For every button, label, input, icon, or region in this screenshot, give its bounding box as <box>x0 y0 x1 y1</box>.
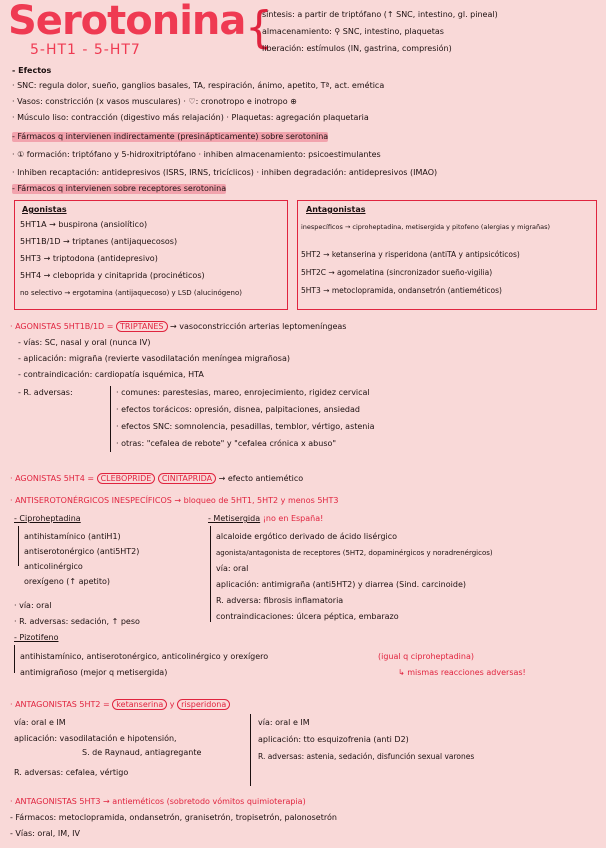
list-item: R. adversas: cefalea, vértigo <box>14 768 129 777</box>
agonistas-title: Agonistas <box>22 205 67 214</box>
list-item: antimigrañoso (mejor q metisergida) <box>20 668 168 677</box>
effect-text: → vasoconstricción arterias leptomeníngeas <box>170 322 347 331</box>
section-heading: · AGONISTAS 5HT4 = <box>10 474 95 483</box>
divider <box>18 526 19 566</box>
section-heading: · ANTAGONISTAS 5HT3 → antieméticos (sobretodo vómitos quimioterapia) <box>10 797 306 806</box>
list-item: · comunes: parestesias, mareo, enrojecimiento, rigidez cervical <box>116 388 370 397</box>
list-item-text: inespecíficos → ciproheptadina, metisergida y pitofeno (alergias y migrañas) <box>301 223 551 231</box>
list-item: - vías: SC, nasal y oral (nunca IV) <box>18 338 151 347</box>
divider <box>210 526 211 622</box>
conjunction: y <box>169 700 175 709</box>
list-item: contraindicaciones: úlcera péptica, embarazo <box>216 612 399 621</box>
list-item-text: 5HT2 → ketanserina y risperidona (antiTA y antipsicóticos) <box>301 250 520 259</box>
list-item: · efectos SNC: somnolencia, pesadillas, temblor, vértigo, astenia <box>116 422 375 431</box>
list-item: · Inhiben recaptación: antidepresivos (ISRS, IRNS, tricíclicos) · inhiben degradación: antidepresivos (IMAO) <box>12 168 438 177</box>
list-item: aplicación: antimigraña (anti5HT2) y diarrea (Sind. carcinoide) <box>216 580 466 589</box>
section-heading: · ANTISEROTONÉRGICOS INESPECÍFICOS → bloqueo de 5HT1, 5HT2 y menos 5HT3 <box>10 496 339 505</box>
ketanserina-badge: ketanserina <box>112 699 167 710</box>
header-line: liberación: estímulos (IN, gastrina, compresión) <box>262 44 452 53</box>
list-item: - Vías: oral, IM, IV <box>10 829 81 838</box>
warning-note: ¡no en España! <box>262 514 324 523</box>
list-item-text: 5HT3 → triptodona (antidepresivo) <box>20 254 158 263</box>
section-heading: · ANTAGONISTAS 5HT2 = <box>10 700 110 709</box>
list-item-text: no selectivo → ergotamina (antijaquecoso) y LSD (alucinógeno) <box>20 289 242 297</box>
subsection-heading: - Pizotifeno <box>14 633 59 642</box>
list-item: vía: oral <box>216 564 249 573</box>
section-heading: · AGONISTAS 5HT1B/1D = <box>10 322 114 331</box>
divider <box>250 714 251 786</box>
subsection-heading: - Metisergida <box>208 514 261 523</box>
list-item <box>301 286 502 296</box>
divider <box>110 386 111 452</box>
list-item: - R. adversas: <box>18 388 73 397</box>
page-subtitle: 5-HT1 - 5-HT7 <box>30 42 141 58</box>
list-item: vía: oral e IM <box>258 718 310 727</box>
ht2-heading <box>10 700 230 710</box>
section-heading: - Efectos <box>12 66 52 75</box>
list-item: antihistamínico, antiserotonérgico, anticolinérgico y orexígero <box>20 652 269 661</box>
list-item: S. de Raynaud, antiagregante <box>82 748 202 757</box>
list-item: · otras: "cefalea de rebote" y "cefalea crónica x abuso" <box>116 439 337 448</box>
section-heading: - Fármacos q intervienen sobre receptores serotonina <box>12 184 227 193</box>
ht4-heading <box>10 474 303 484</box>
list-item-text: 5HT1A → buspirona (ansiolítico) <box>20 220 148 229</box>
page-title: Serotonina <box>8 0 246 44</box>
list-item-text: 5HT1B/1D → triptanes (antijaquecosos) <box>20 237 178 246</box>
list-item: orexígeno (↑ apetito) <box>24 577 111 586</box>
list-item <box>301 268 492 278</box>
list-item-text: 5HT3 → metoclopramida, ondansetrón (antieméticos) <box>301 286 502 295</box>
list-item: alcaloide ergótico derivado de ácido lisérgico <box>216 532 398 541</box>
list-item: R. adversas: astenia, sedación, disfunción sexual varones <box>258 752 475 761</box>
list-item: · Vasos: constricción (x vasos musculares) · ♡: cronotropo e inotropo ⊕ <box>12 97 297 106</box>
note: (igual q ciproheptadina) <box>378 652 474 661</box>
list-item <box>20 271 205 281</box>
header-line: síntesis: a partir de triptófano (↑ SNC, intestino, gl. pineal) <box>262 10 498 19</box>
list-item: · vía: oral <box>14 601 52 610</box>
triptanes-heading <box>10 322 346 332</box>
list-item: vía: oral e IM <box>14 718 66 727</box>
metisergida-heading <box>208 514 323 524</box>
antagonistas-title: Antagonistas <box>306 205 366 214</box>
list-item: · ① formación: triptófano y 5-hidroxitriptófano · inhiben almacenamiento: psicoestimulantes <box>12 150 381 159</box>
list-item: agonista/antagonista de receptores (5HT2, dopaminérgicos y noradrenérgicos) <box>216 549 493 557</box>
list-item: - Fármacos: metoclopramida, ondansetrón, granisetrón, tropisetrón, palonosetrón <box>10 813 337 822</box>
list-item-text: 5HT4 → cleboprida y cinitaprida (procinéticos) <box>20 271 205 280</box>
divider <box>14 645 15 673</box>
list-item <box>20 237 177 247</box>
list-item <box>20 254 158 264</box>
list-item <box>20 220 147 230</box>
list-item: R. adversa: fibrosis inflamatoria <box>216 596 344 605</box>
list-item: · efectos torácicos: opresión, disnea, palpitaciones, ansiedad <box>116 405 360 414</box>
cleboprida-badge: CLEBOPRIDE <box>97 473 156 484</box>
list-item: · Músculo liso: contracción (digestivo más relajación) · Plaquetas: agregación plaquetaria <box>12 113 369 122</box>
list-item: - aplicación: migraña (revierte vasodilatación meníngea migrañosa) <box>18 354 290 363</box>
list-item <box>301 222 550 232</box>
list-item-text: 5HT2C → agomelatina (sincronizador sueño-vigilia) <box>301 268 493 277</box>
list-item: anticolinérgico <box>24 562 83 571</box>
list-item: · SNC: regula dolor, sueño, ganglios basales, TA, respiración, ánimo, apetito, Tª, act. emética <box>12 81 385 90</box>
header-line: almacenamiento: ⚲ SNC, intestino, plaquetas <box>262 27 444 36</box>
triptanes-badge: TRIPTANES <box>116 321 167 332</box>
list-item: aplicación: tto esquizofrenia (anti D2) <box>258 735 409 744</box>
note: ↳ mismas reacciones adversas! <box>398 668 526 677</box>
cinitaprida-badge: CINITAPRIDA <box>158 473 216 484</box>
section-heading: - Fármacos q intervienen indirectamente (presinápticamente) sobre serotonina <box>12 132 329 141</box>
list-item: aplicación: vasodilatación e hipotensión, <box>14 734 177 743</box>
list-item: antiserotonérgico (anti5HT2) <box>24 547 140 556</box>
list-item: antihistamínico (antiH1) <box>24 532 121 541</box>
brace-icon: { <box>245 2 273 53</box>
risperidona-badge: risperidona <box>177 699 230 710</box>
subsection-heading: - Ciproheptadina <box>14 514 81 523</box>
list-item <box>20 288 242 298</box>
list-item: - contraindicación: cardiopatía isquémica, HTA <box>18 370 204 379</box>
list-item <box>301 250 520 260</box>
list-item: · R. adversas: sedación, ↑ peso <box>14 617 140 626</box>
effect-text: → efecto antiemético <box>218 474 304 483</box>
